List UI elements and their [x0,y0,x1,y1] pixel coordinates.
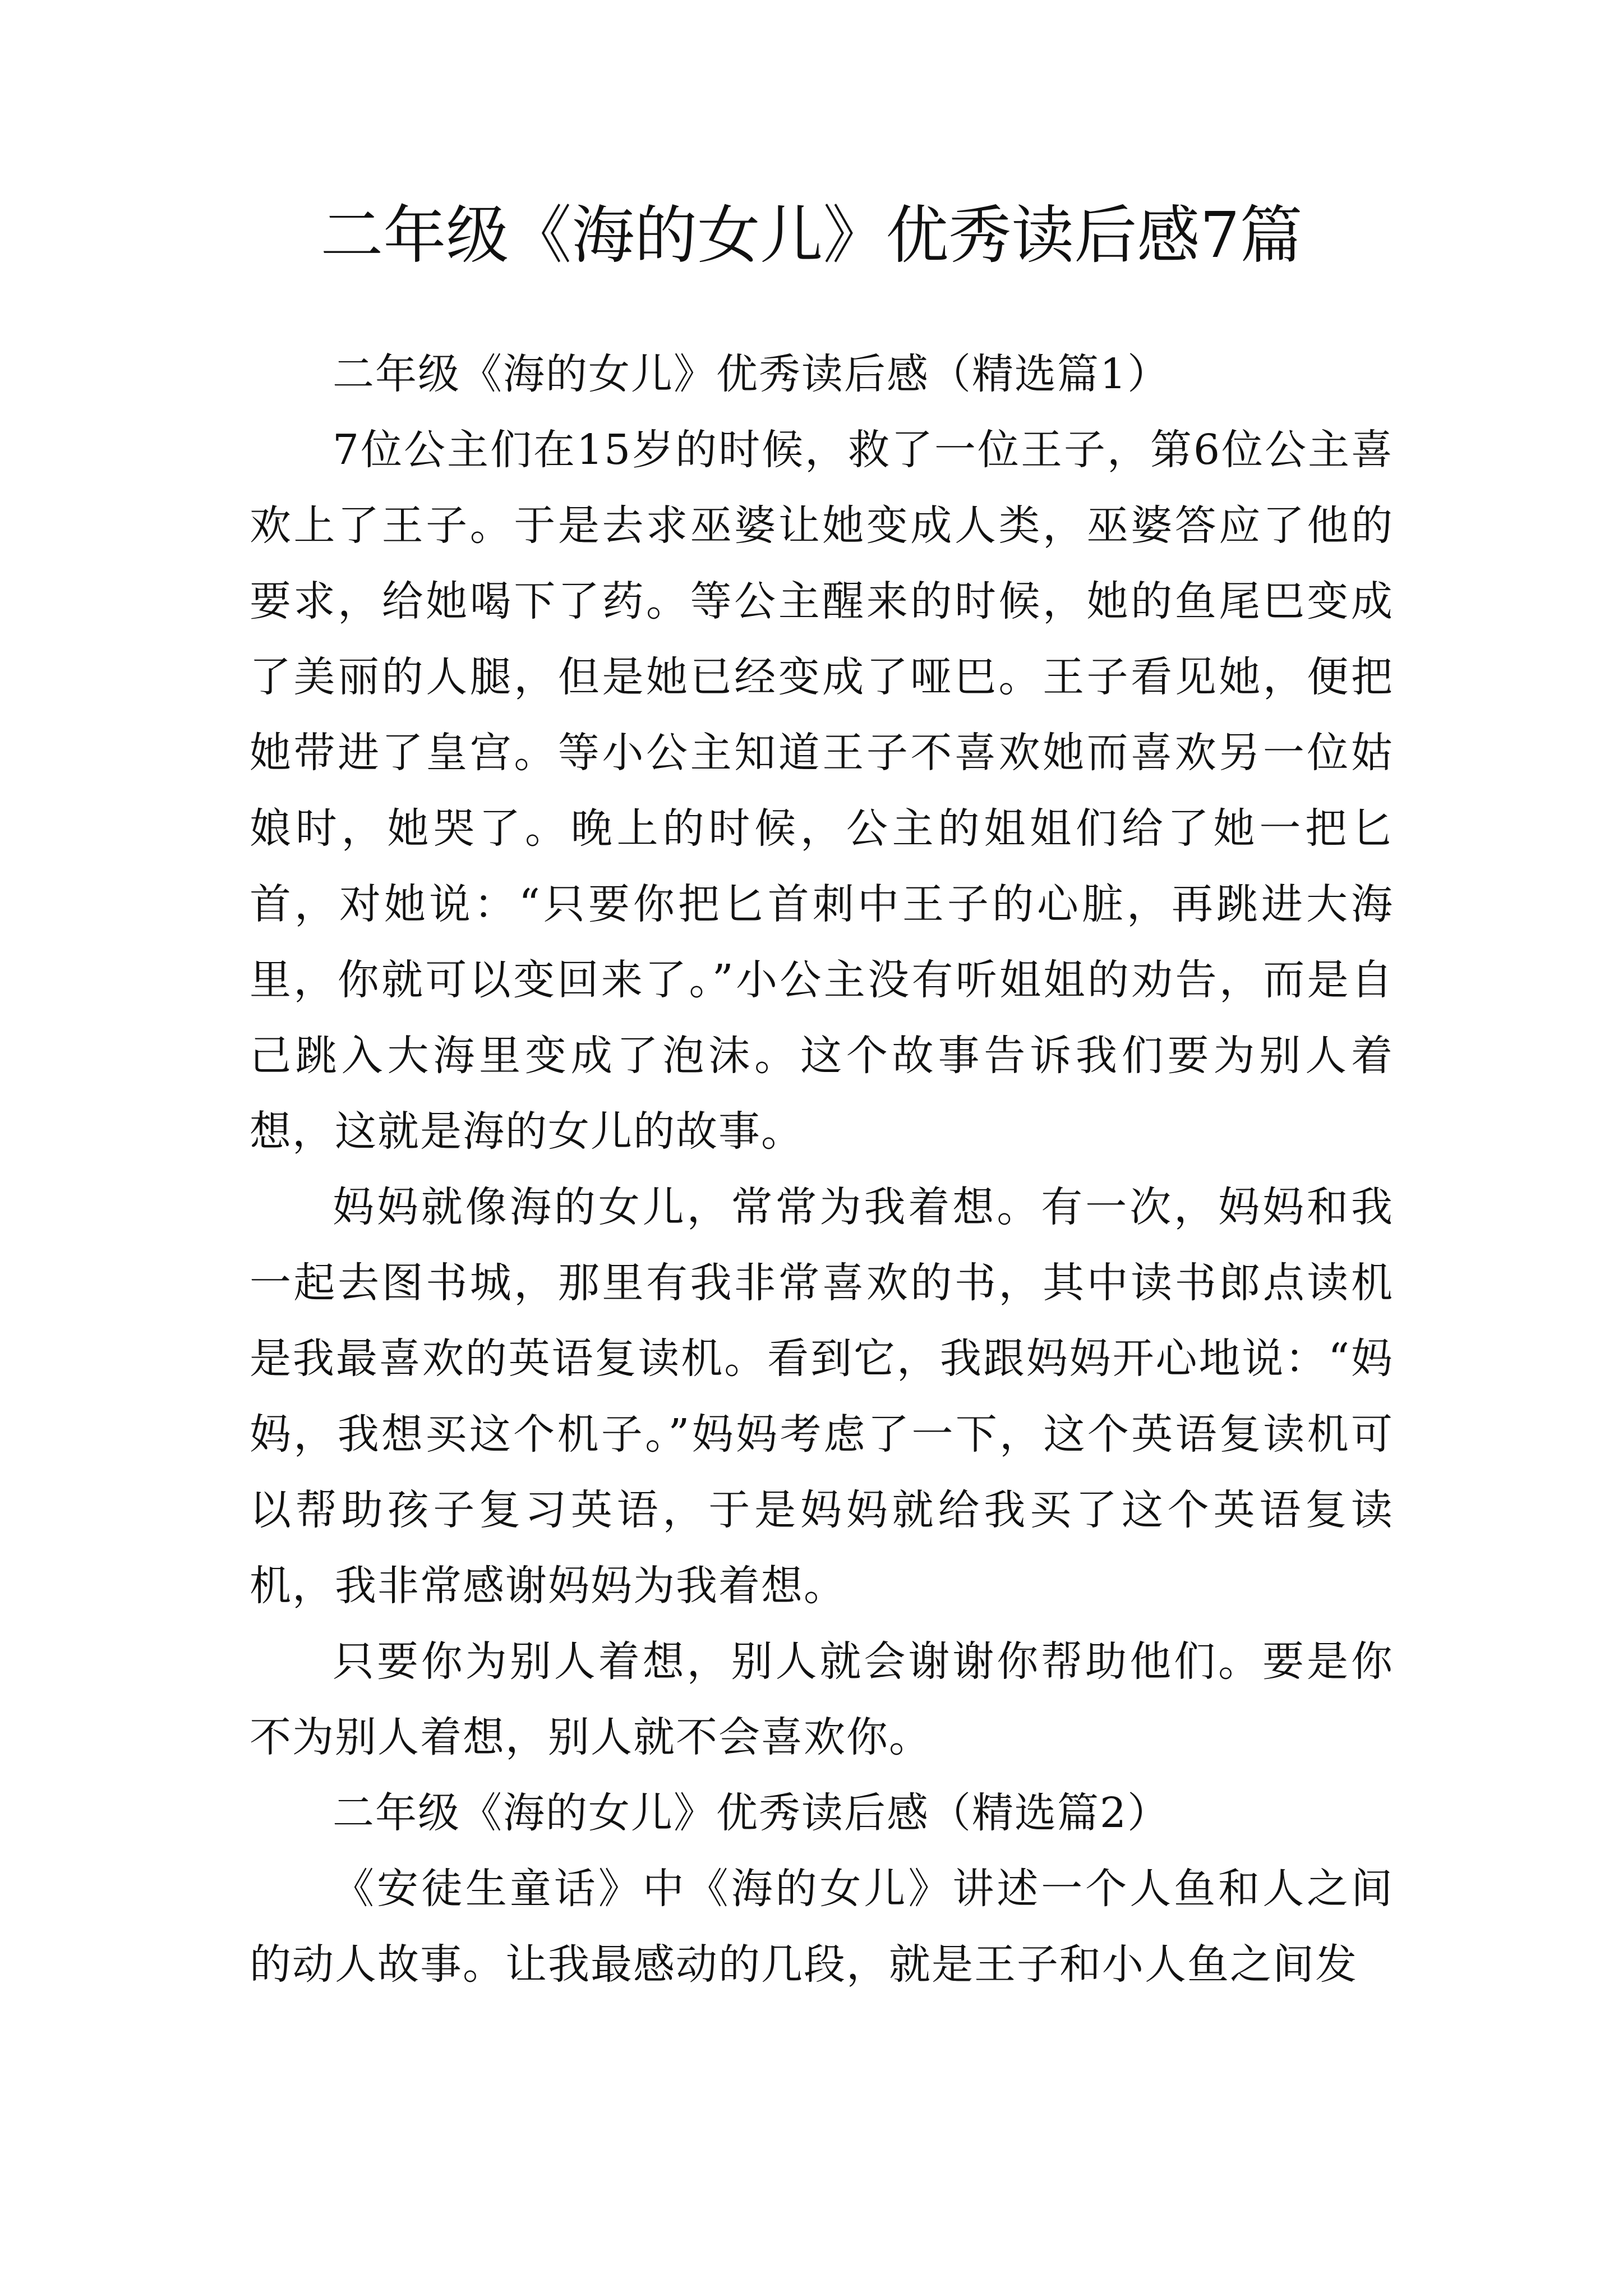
document-title: 二年级《海的女儿》优秀读后感7篇 [320,199,1303,272]
section-1-paragraph-2: 妈妈就像海的女儿，常常为我着想。有一次，妈妈和我一起去图书城，那里有我非常喜欢的书，其中读书郎点读机是我最喜欢的英语复读机。看到它，我跟妈妈开心地说：“妈妈，我想买这个机子。”妈妈考虑了一下，这个英语复读机可以帮助孩子复习英语，于是妈妈就给我买了这个英语复读机，我非常感谢妈妈为我着想。 [250,1183,1394,1610]
section-heading-2: 二年级《海的女儿》优秀读后感（精选篇2） [333,1789,1170,1837]
section-heading-1: 二年级《海的女儿》优秀读后感（精选篇1） [333,350,1170,398]
section-2-paragraph-1: 《安徒生童话》中《海的女儿》讲述一个人鱼和人之间的动人故事。让我最感动的几段，就是王子和小人鱼之间发 [250,1865,1394,1989]
section-1-paragraph-3: 只要你为别人着想，别人就会谢谢你帮助他们。要是你不为别人着想，别人就不会喜欢你。 [250,1637,1394,1761]
section-1-paragraph-1: 7位公主们在15岁的时候，救了一位王子，第6位公主喜欢上了王子。于是去求巫婆让她变成人类，巫婆答应了他的要求，给她喝下了药。等公主醒来的时候，她的鱼尾巴变成了美丽的人腿，但是她已经变成了哑巴。王子看见她，便把她带进了皇宫。等小公主知道王子不喜欢她而喜欢另一位姑娘时，她哭了。晚上的时候，公主的姐姐们给了她一把匕首，对她说：“只要你把匕首刺中王子的心脏，再跳进大海里，你就可以变回来了。”小公主没有听姐姐的劝告，而是自己跳入大海里变成了泡沫。这个故事告诉我们要为别人着想，这就是海的女儿的故事。 [250,426,1394,1156]
document-body [250,337,1394,2003]
